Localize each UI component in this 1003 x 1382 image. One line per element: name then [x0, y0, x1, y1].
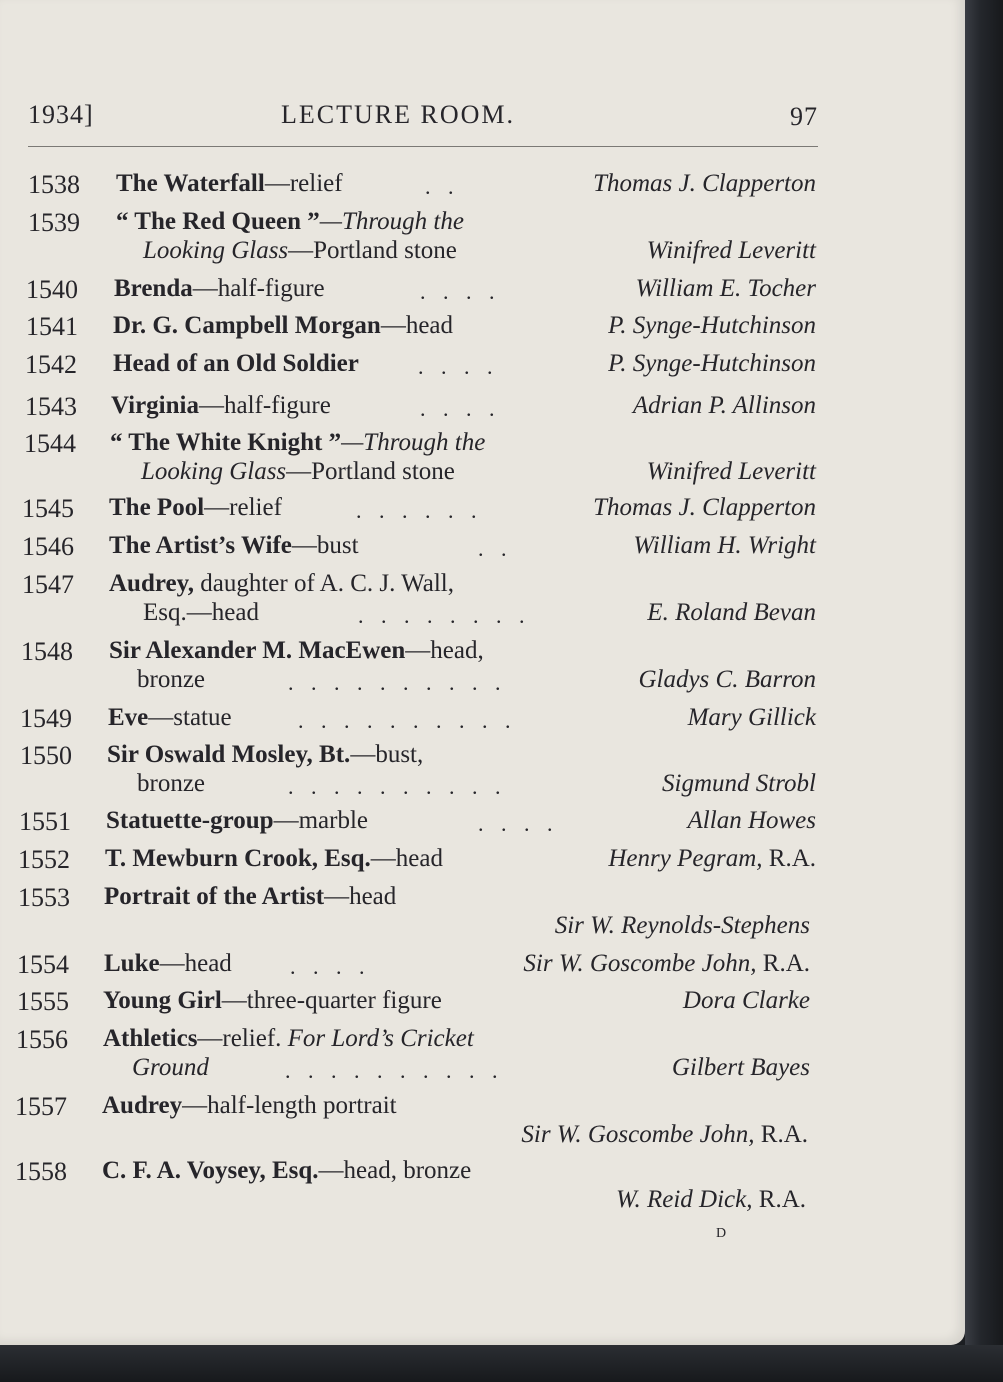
entry-artist: Sir W. Goscombe John, — [523, 950, 757, 977]
entry-commission: For Lord’s Cricket — [281, 1025, 474, 1052]
entry-title: Audrey, — [109, 570, 194, 597]
entry-artist: Winifred Leveritt — [646, 237, 816, 264]
dot-leader: . . . . . . . . . . — [288, 670, 507, 695]
entry-artist: Mary Gillick — [687, 704, 816, 731]
entry-source: —Through the — [341, 429, 486, 456]
entry-medium: —head — [370, 845, 443, 872]
dot-leader: . . . . — [478, 811, 559, 836]
entry-medium: —Portland stone — [286, 458, 455, 485]
entry-artist-honour: R.A. — [754, 1121, 808, 1148]
entry-artist: Sir W. Goscombe John, — [521, 1121, 755, 1148]
entry-artist: Winifred Leveritt — [646, 458, 816, 485]
entry-artist: Sir W. Reynolds-Stephens — [554, 912, 810, 939]
entry-title: Eve — [108, 704, 149, 731]
dot-leader: . . . . . . . . — [358, 603, 531, 628]
dot-leader: . . . . — [420, 396, 501, 421]
entry-medium-cont: bronze — [137, 666, 206, 693]
entry-title: Young Girl — [103, 987, 222, 1014]
entry-medium: —half-length portrait — [182, 1092, 397, 1119]
dot-leader: . . — [425, 174, 460, 199]
entry-title: C. F. A. Voysey, Esq. — [102, 1157, 319, 1184]
dot-leader: . . . . . . . . . . — [285, 1058, 504, 1083]
entry-artist: William H. Wright — [633, 532, 816, 559]
entry-number: 1548 — [21, 637, 73, 666]
entry-title: Brenda — [114, 275, 193, 302]
entry-number: 1543 — [25, 392, 77, 421]
entry-artist-honour: R.A. — [762, 845, 816, 872]
entry-number: 1554 — [17, 950, 69, 979]
entry-number: 1558 — [15, 1157, 67, 1186]
entry-medium: —relief — [264, 170, 343, 197]
entry-medium-cont: Esq.—head — [143, 599, 259, 626]
entry-number: 1551 — [19, 807, 71, 836]
entry-number: 1538 — [28, 170, 80, 199]
entry-artist: Gladys C. Barron — [638, 666, 816, 693]
entry-number: 1553 — [18, 883, 70, 912]
entry-source-cont: Looking Glass — [141, 458, 287, 485]
entry-artist: Dora Clarke — [682, 987, 810, 1014]
entry-number: 1540 — [26, 275, 78, 304]
entry-number: 1546 — [22, 532, 74, 561]
dot-leader: . . — [478, 536, 513, 561]
entry-title: Head of an Old Soldier — [113, 350, 359, 377]
entry-artist: William E. Tocher — [635, 275, 816, 302]
entry-medium: —relief — [204, 494, 282, 521]
entry-title: Audrey — [102, 1092, 183, 1119]
header-rule — [28, 146, 818, 147]
entry-medium: —head — [159, 950, 232, 977]
entry-medium: —head — [380, 312, 454, 339]
header-year: 1934] — [28, 100, 94, 129]
entry-title: Dr. G. Campbell Morgan — [113, 312, 381, 339]
entry-artist: Thomas J. Clapperton — [593, 494, 816, 521]
entry-medium: —head — [324, 883, 397, 910]
entry-medium: —bust — [291, 532, 359, 559]
entry-number: 1542 — [25, 350, 77, 379]
entry-number: 1552 — [18, 845, 70, 874]
entry-number: 1541 — [26, 312, 78, 341]
entry-title: Virginia — [111, 392, 199, 419]
entry-title: “ The Red Queen ” — [116, 208, 320, 235]
entry-title: “ The White Knight ” — [110, 429, 342, 456]
entry-medium: —half-figure — [192, 275, 325, 302]
entry-medium-cont: bronze — [137, 770, 206, 797]
entry-medium: —head, — [405, 637, 484, 664]
entry-artist-honour: R.A. — [756, 950, 810, 977]
entry-number: 1556 — [16, 1025, 68, 1054]
entry-number: 1539 — [28, 208, 80, 237]
entry-title: Sir Alexander M. MacEwen — [109, 637, 406, 664]
entry-number: 1550 — [20, 741, 72, 770]
entry-artist: P. Synge-Hutchinson — [608, 350, 816, 377]
entry-title: Athletics — [103, 1025, 198, 1052]
entry-artist: Thomas J. Clapperton — [593, 170, 816, 197]
entry-title: Statuette-group — [106, 807, 274, 834]
entry-title: Luke — [104, 950, 160, 977]
entry-number: 1549 — [20, 704, 72, 733]
page-edge-shadow — [965, 0, 1003, 1382]
entry-source: —Through the — [319, 208, 464, 235]
entry-number: 1555 — [17, 987, 69, 1016]
entry-artist: Allan Howes — [687, 807, 816, 834]
entry-source-cont: Looking Glass — [143, 237, 289, 264]
entry-artist: Henry Pegram, — [608, 845, 763, 872]
dot-leader: . . . . — [290, 954, 371, 979]
entry-artist: E. Roland Bevan — [647, 599, 816, 626]
entry-artist: Adrian P. Allinson — [632, 392, 816, 419]
entry-number: 1557 — [15, 1092, 67, 1121]
dot-leader: . . . . . . . . . . — [298, 708, 517, 733]
entry-medium: —head, bronze — [318, 1157, 472, 1184]
entry-title: The Artist’s Wife — [109, 532, 292, 559]
dot-leader: . . . . — [418, 354, 499, 379]
dot-leader: . . . . — [420, 279, 501, 304]
entry-medium: —half-figure — [198, 392, 331, 419]
entry-medium: —statue — [148, 704, 232, 731]
dot-leader: . . . . . . . . . . — [288, 774, 507, 799]
entry-title: Sir Oswald Mosley, Bt. — [107, 741, 351, 768]
header-room-title: LECTURE ROOM. — [281, 100, 515, 129]
page-number: 97 — [790, 102, 818, 131]
entry-artist-honour: R.A. — [752, 1186, 806, 1213]
entry-medium: —marble — [273, 807, 368, 834]
entry-medium: —three-quarter figure — [221, 987, 442, 1014]
entry-number: 1545 — [22, 494, 74, 523]
entry-artist: Sigmund Strobl — [662, 770, 816, 797]
entry-medium: daughter of A. C. J. Wall, — [193, 570, 454, 597]
entry-medium: —Portland stone — [288, 237, 457, 264]
entry-artist: P. Synge-Hutchinson — [608, 312, 816, 339]
entry-medium: —bust, — [350, 741, 424, 768]
entry-artist: W. Reid Dick, — [615, 1186, 753, 1213]
signature-mark: D — [716, 1226, 727, 1241]
running-header — [28, 100, 818, 140]
entry-number: 1544 — [24, 429, 76, 458]
entry-title: Portrait of the Artist — [104, 883, 325, 910]
entry-title: The Pool — [109, 494, 205, 521]
entry-number: 1547 — [22, 570, 74, 599]
dot-leader: . . . . . . — [356, 498, 483, 523]
page-bottom-shadow — [0, 1345, 1003, 1382]
entry-commission-cont: Ground — [132, 1054, 209, 1081]
entry-medium: —relief. — [197, 1025, 282, 1052]
entry-title: The Waterfall — [116, 170, 265, 197]
entry-artist: Gilbert Bayes — [671, 1054, 810, 1081]
entry-title: T. Mewburn Crook, Esq. — [105, 845, 371, 872]
